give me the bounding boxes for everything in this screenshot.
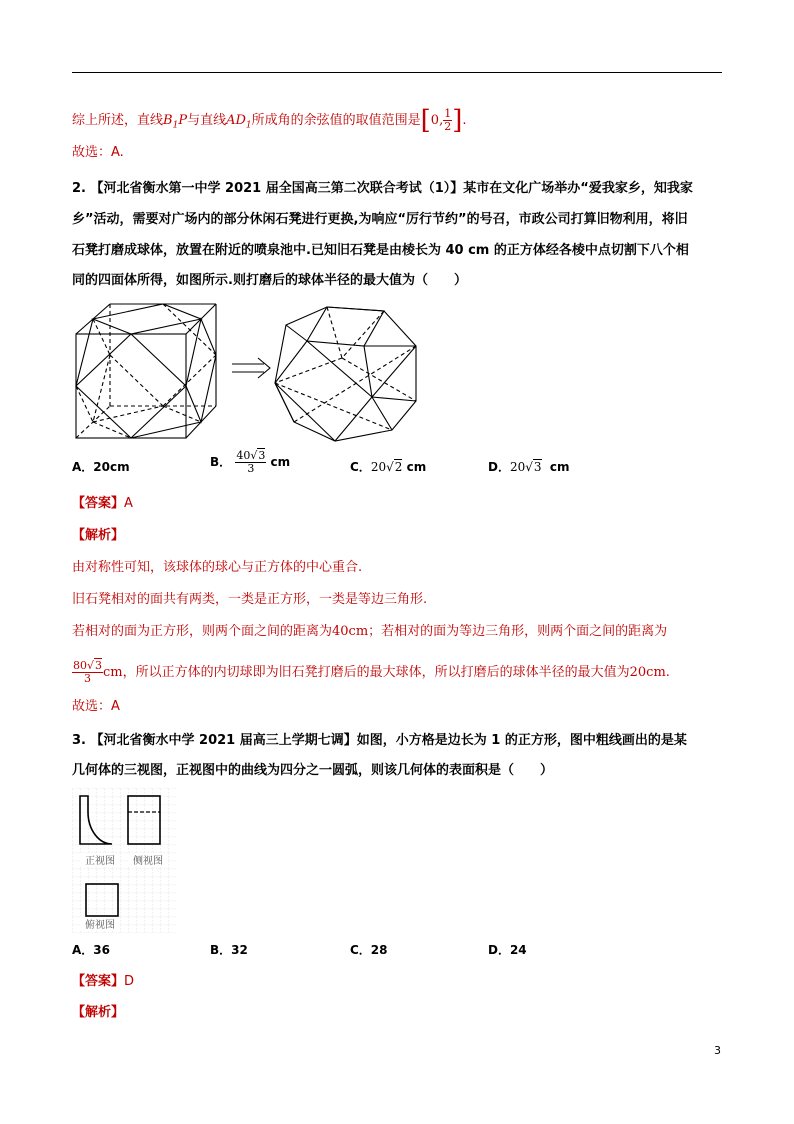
q2-line-4: 同的四面体所得，如图所示.则打磨后的球体半径的最大值为（ ） [72,273,467,288]
q3-line-2: 几何体的三视图，正视图中的曲线为四分之一圆弧，则该几何体的表面积是（ ） [72,763,554,778]
top-face-cut [93,304,201,334]
q3-analysis-tag: 【解析】 [72,1005,125,1020]
page-number: 3 [714,1044,721,1057]
q2-line-1: 2. 【河北省衡水第一中学 2021 届全国高三第二次联合考试（1）】某市在文化广场举办“爱我家乡，知我家 [72,181,693,196]
option-b-fraction: $\frac{40√3}{3}$ [236,449,266,475]
q2-option-b[interactable]: B． $\frac{40√3}{3}$ cm [210,449,291,475]
cube-hidden-edges [76,304,216,438]
q3-answer: 【答案】D [72,974,135,989]
q2-answer-line: 故选：A [72,699,120,714]
q3-option-d[interactable]: D．24 [488,943,527,957]
range-fraction: $\frac{1}{2}$ [444,107,452,133]
q2-line-3: 石凳打磨成球体，放置在附近的喷泉池中.已知旧石凳是由棱长为 40 cm 的正方体经各棱中点切割下八个相 [72,243,689,258]
prev-answer-line: 故选：A. [72,145,124,160]
side-view-label: 侧视图 [133,856,163,867]
q3-option-b[interactable]: B．32 [210,943,248,957]
q2-figure [72,298,432,444]
top-view-label: 俯视图 [85,920,115,931]
q2-analysis-tag: 【解析】 [72,528,125,543]
q2-line-2: 乡”活动，需要对广场内的部分休闲石凳进行更换,为响应“厉行节约”的号召，市政公司打算旧物利用，将旧 [72,212,688,227]
q2-analysis-2: 旧石凳相对的面共有两类，一类是正方形，一类是等边三角形. [72,592,428,607]
q2-analysis-3: 若相对的面为正方形，则两个面之间的距离为40cm；若相对的面为等边三角形，则两个面之间的距离为 [72,624,668,639]
prev-summary: 综上所述，直线$B_1P$与直线$AD_1$所成角的余弦值的取值范围是[0, $\frac{1}{2}$ ]. [72,105,467,136]
q2-analysis-1: 由对称性可知，该球体的球心与正方体的中心重合. [72,560,363,575]
q3-line-1: 3. 【河北省衡水中学 2021 届高三上学期七调】如图，小方格是边长为 1 的正方形，图中粗线画出的是某 [72,733,687,748]
distance-fraction: $\frac{80√3}{3}$ [73,659,103,685]
q2-answer: 【答案】A [72,496,133,511]
q2-option-d[interactable]: D．20√3 cm [488,460,570,474]
line-ad1: $AD_1$ [226,113,252,131]
header-rule [72,72,722,73]
q2-option-a[interactable]: A．20cm [72,460,130,474]
front-view-label: 正视图 [85,856,115,867]
cubo-top-square [307,307,384,346]
cubo-hidden-edges [275,307,416,430]
arrow-head [258,358,270,378]
q3-option-a[interactable]: A．36 [72,943,110,957]
line-b1p: $B_1P$ [163,113,188,131]
q3-three-view-figure [72,788,176,933]
q2-option-c[interactable]: C．20√2 cm [350,460,427,474]
q2-analysis-4: $\frac{80√3}{3}$ cm，所以正方体的内切球即为旧石凳打磨后的最大球体，所以打磨后的球体半径的最大值为20cm. [73,659,670,685]
q3-option-c[interactable]: C．28 [350,943,388,957]
